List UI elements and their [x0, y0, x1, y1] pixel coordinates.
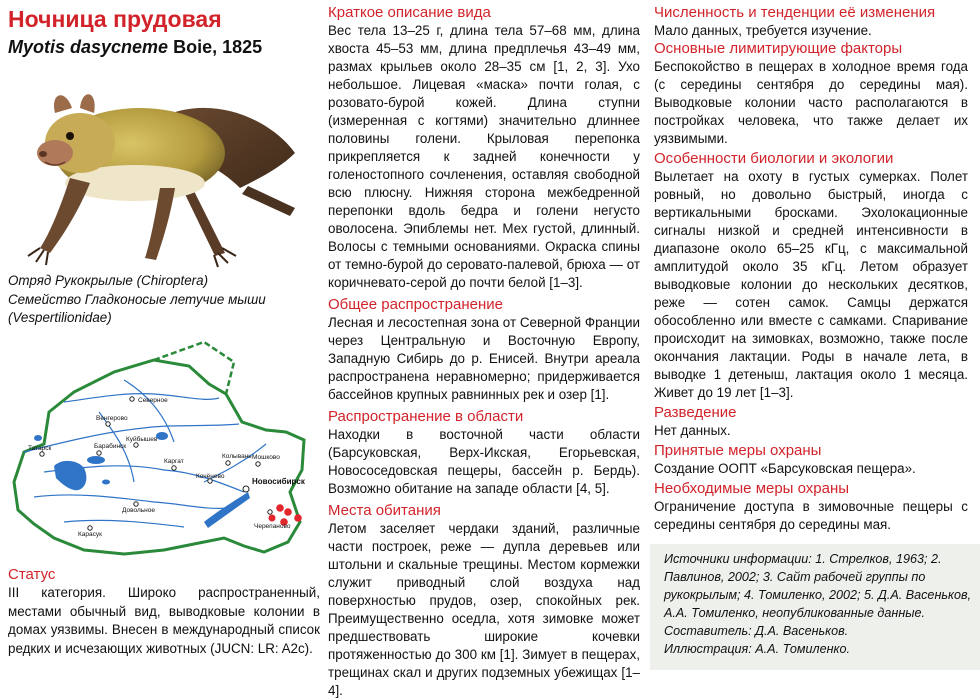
latin-name: [8, 36, 262, 58]
middle-text-1: Лесная и лесостепная зона от Северной Франции через Центральную и Восточную Европу, Западную Сибирь до р. Енисей. Внутри ареала распространена неравномерно; придерживается бассейнов крупных равнинных рек и озер [1].: [328, 315, 640, 402]
right-heading-2: Особенности биологии и экологии: [654, 150, 894, 167]
right-text-2: Вылетает на охоту в густых сумерках. Полет ровный, но довольно быстрый, иногда с вертикальными бросками. Эхолокационные сигналы низкой и средней интенсивности в диапазоне около 65–25 кГц, с максимальной амплитудой около 35 кГц. Летом образует выводковые колонии до нескольких десятков, реже — сотен самок. Самцы держатся обособленно или вместе с самками. Спаривание происходит на зимовках, возможно, также после окончания лактации. Роды в начале лета, в выводке 1 детеныш, лактация около 1 месяца. Живет до 19 лет [1–3].: [654, 169, 968, 400]
middle-column: [328, 4, 640, 700]
map-label-3: Каргат: [164, 458, 184, 465]
right-text-0: Мало данных, требуется изучение.: [654, 23, 872, 38]
sources-info: Источники информации: 1. Стрелков, 1963; 2. Павлинов, 2002; 3. Сайт рабочей группы по рукокрылым; 4. Томиленко, 2002; 5. Д.А. Васеньков, А.А. Томиленко, неопубликованные данные.: [664, 552, 972, 620]
middle-text-0: Вес тела 13–25 г, длина тела 57–68 мм, длина хвоста 45–53 мм, длина предплечья 43–49 мм, размах крыльев около 28–35 см [1, 2, 3]. Ухо небольшое. Лицевая «маска» почти голая, с розовато-бурой кожей. Длина ступни (измеренная с когтями) значительно длиннее половины голени. Крыловая перепонка прикрепляется к задней конечности у голеностопного сочленения, оставляя свободной всю плюсну. Нижняя сторона межбедренной перепонки вдоль бедра и голени негусто оволосена. Эпиблемы нет. Мех густой, длинный. Волосы с темными основаниями. Окраска спины от темно-бурой до серовато-палевой, брюха — от коричневато-серой до почти белой [1–3].: [328, 23, 640, 290]
sources-compiler: Составитель: Д.А. Васеньков.: [664, 624, 849, 638]
page-title: Ночница прудовая: [8, 6, 222, 32]
status-heading: Статус: [8, 566, 56, 583]
right-heading-0: Численность и тенденции её изменения: [654, 4, 936, 21]
distribution-map: [4, 332, 316, 560]
taxonomy-family-latin: (Vespertilionidae): [8, 310, 112, 325]
middle-text-2: Находки в восточной части области (Барсуковская, Верх-Икская, Егорьевская, Новососедовская пещеры, бассейн р. Бердь). Возможно обитание на западе области [4, 5].: [328, 427, 640, 496]
right-text-1: Беспокойство в пещерах в холодное время года (с середины сентября до середины мая). Выводковые колонии часто располагаются в постройках человека, что также делает их уязвимыми.: [654, 59, 968, 146]
right-column: [654, 4, 968, 534]
map-label-6: Венгерово: [96, 415, 128, 422]
middle-heading-2: Распространение в области: [328, 408, 524, 425]
right-text-4: Создание ООПТ «Барсуковская пещера».: [654, 461, 916, 476]
status-section: [8, 566, 320, 658]
map-label-10: Довольное: [122, 507, 155, 514]
sources-illustration: Иллюстрация: А.А. Томиленко.: [664, 642, 850, 656]
right-heading-3: Разведение: [654, 404, 737, 421]
map-label-7: Куйбышев: [126, 436, 158, 443]
taxonomy-family: Семейство Гладконосые летучие мыши: [8, 291, 266, 307]
middle-heading-0: Краткое описание вида: [328, 4, 491, 21]
latin-binomial: Myotis dasycneme: [8, 37, 169, 57]
taxonomy-order: Отряд Рукокрылые (Chiroptera): [8, 273, 209, 288]
right-heading-4: Принятые меры охраны: [654, 442, 822, 459]
sources-box: [650, 544, 980, 670]
map-label-9: Новосибирск: [252, 477, 305, 486]
map-label-8: Кочёнево: [196, 473, 225, 480]
middle-heading-3: Места обитания: [328, 502, 441, 519]
map-label-12: Черепаново: [254, 523, 291, 530]
map-label-5: Мошково: [252, 454, 280, 461]
right-text-5: Ограничение доступа в зимовочные пещеры с середины сентября до середины мая.: [654, 499, 968, 532]
map-label-0: Северное: [138, 397, 168, 404]
middle-heading-1: Общее распространение: [328, 296, 503, 313]
map-label-1: Татарск: [28, 445, 52, 452]
status-text: III категория. Широко распространенный, местами обычный вид, выводковые колонии в домах уязвимы. Внесен в международный список редких и исчезающих животных (JUCN: LR: A2c).: [8, 585, 320, 656]
bat-illustration: [10, 58, 310, 268]
map-label-2: Барабинск: [94, 443, 127, 450]
right-text-3: Нет данных.: [654, 423, 731, 438]
map-label-4: Колывань: [222, 453, 252, 460]
right-heading-1: Основные лимитирующие факторы: [654, 40, 903, 57]
middle-text-3: Летом заселяет чердаки зданий, различные части построек, реже — дупла деревьев или штольни и скальные трещины. Местом кормежки служит приводный слой воздуха над поверхностью прудов, озер, спокойных рек. Преимущественно оседла, хотя зимовке может предшествовать широкие кочевки протяженностью до 300 км [1]. Зимует в пещерах, трещинах скал и других подземных убежищах [1–4].: [328, 521, 640, 698]
right-heading-5: Необходимые меры охраны: [654, 480, 850, 497]
map-label-11: Карасук: [78, 531, 102, 538]
latin-author: Boie, 1825: [168, 37, 263, 57]
taxonomy: [8, 272, 308, 328]
